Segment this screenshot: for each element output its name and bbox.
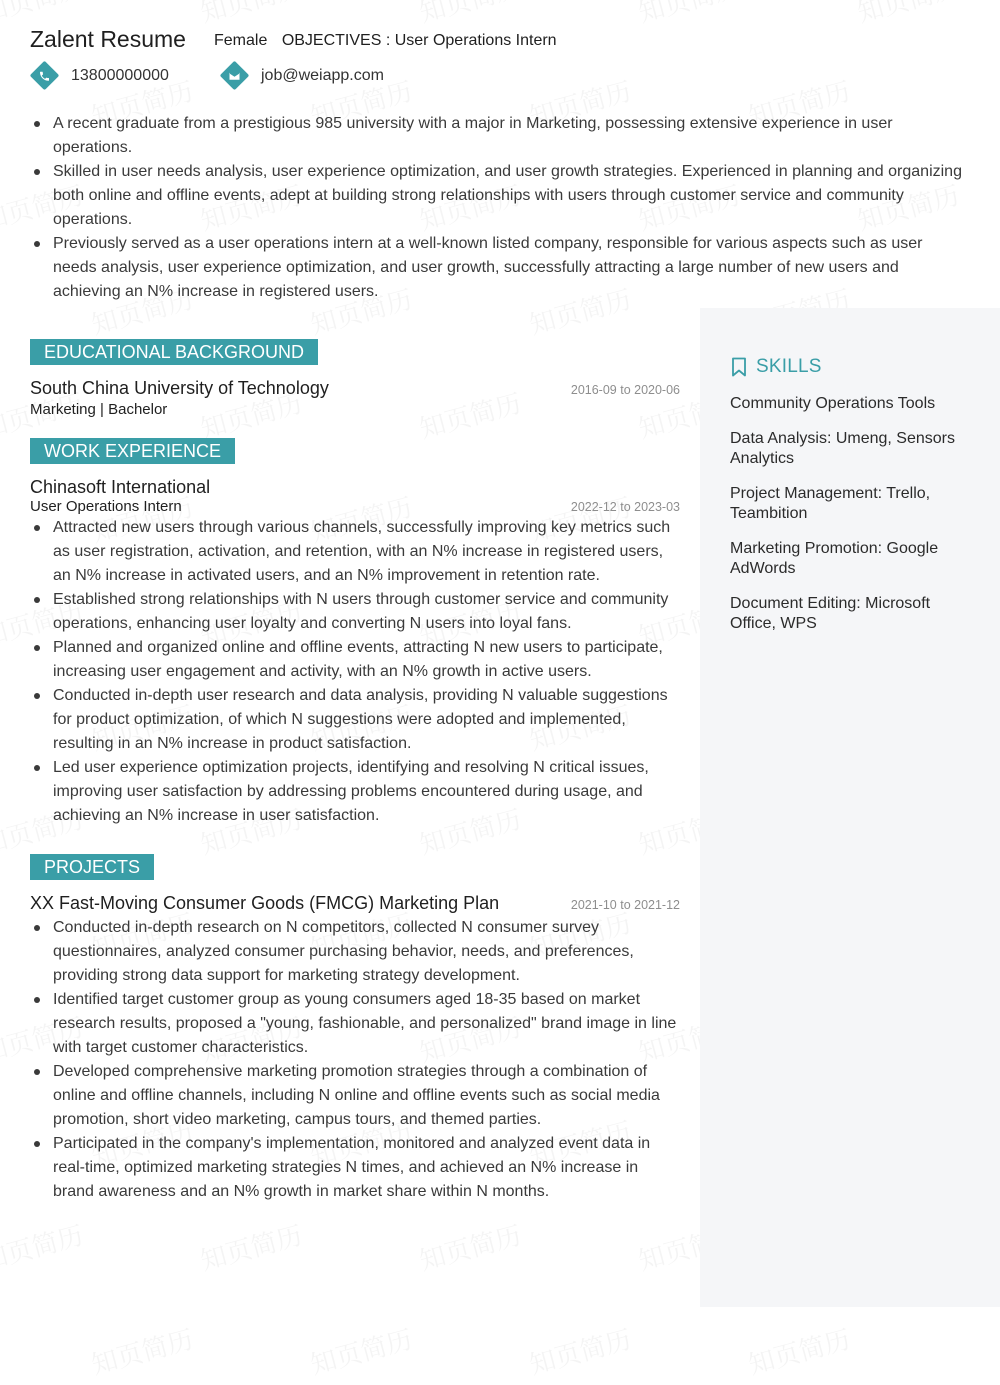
work-bullet: Planned and organized online and offline events, attracting N new users to participate, increasing user engagement and activity, with an N% growth in active users. bbox=[30, 636, 680, 684]
work-bullets bbox=[30, 516, 680, 828]
objective: OBJECTIVES : User Operations Intern bbox=[281, 32, 557, 49]
education-dates: 2016-09 to 2020-06 bbox=[570, 383, 680, 397]
education-row bbox=[30, 378, 680, 399]
main-column bbox=[30, 339, 680, 1204]
project-title: XX Fast-Moving Consumer Goods (FMCG) Marketing Plan bbox=[30, 893, 500, 913]
summary-item: Skilled in user needs analysis, user experience optimization, and user growth strategies. Experienced in planning and organizing both online and offline events, adept at building strong relationships with users through customer service and community operations. bbox=[30, 160, 970, 232]
skills-list bbox=[730, 394, 980, 649]
work-role-row bbox=[30, 498, 680, 515]
skill-item: Community Operations Tools bbox=[730, 395, 936, 412]
phone-number: 13800000000 bbox=[71, 66, 169, 84]
project-bullet: Participated in the company's implementation, monitored and analyzed event data in real-time, optimized marketing strategies N times, and achieved an N% increase in brand awareness and an N% growth in market share within N months. bbox=[30, 1132, 680, 1204]
project-bullet: Identified target customer group as young consumers aged 18-35 based on market research results, proposed a "young, fashionable, and personalized" brand image in line with target customer characteristics. bbox=[30, 988, 680, 1060]
phone-contact bbox=[30, 65, 169, 86]
bookmark-icon bbox=[730, 357, 748, 377]
phone-icon bbox=[30, 61, 60, 91]
skills-sidebar bbox=[700, 308, 1000, 1307]
work-bullet: Conducted in-depth user research and data analysis, providing N valuable suggestions for product optimization, of which N suggestions were adopted and implemented, resulting in an N% increase in product satisfaction. bbox=[30, 684, 680, 756]
education-heading: EDUCATIONAL BACKGROUND bbox=[30, 339, 318, 365]
email-icon bbox=[220, 61, 250, 91]
school-name: South China University of Technology bbox=[30, 378, 329, 398]
candidate-meta bbox=[214, 32, 557, 50]
summary-item: Previously served as a user operations intern at a well-known listed company, responsible for various aspects such as user needs analysis, user experience optimization, and user growth, successfully attracting a large number of new users and achieving an N% increase in registered users. bbox=[30, 232, 970, 304]
skill-item: Marketing Promotion: Google AdWords bbox=[730, 540, 939, 577]
projects-heading: PROJECTS bbox=[30, 854, 154, 880]
skills-heading bbox=[730, 356, 822, 378]
project-bullets bbox=[30, 916, 680, 1204]
skill-item: Document Editing: Microsoft Office, WPS bbox=[730, 595, 931, 632]
skill-item: Data Analysis: Umeng, Sensors Analytics bbox=[730, 430, 955, 467]
project-bullet: Conducted in-depth research on N competitors, collected N consumer survey questionnaires, analyzed consumer purchasing behavior, needs, and preferences, providing strong data support for marketing strategy development. bbox=[30, 916, 680, 988]
skill-item: Project Management: Trello, Teambition bbox=[730, 485, 931, 522]
skills-title: SKILLS bbox=[756, 356, 822, 377]
education-major: Marketing | Bachelor bbox=[30, 401, 168, 418]
project-bullet: Developed comprehensive marketing promotion strategies through a combination of online and offline channels, including N online and offline events such as social media promotion, short video marketing, campus tours, and themed parties. bbox=[30, 1060, 680, 1132]
work-role: User Operations Intern bbox=[30, 498, 182, 515]
work-bullet: Led user experience optimization projects, identifying and resolving N critical issues, improving user satisfaction by addressing problems encountered during usage, and achieving an N% increase in user satisfaction. bbox=[30, 756, 680, 828]
company-name: Chinasoft International bbox=[30, 477, 211, 497]
summary-list bbox=[30, 112, 970, 304]
work-dates: 2022-12 to 2023-03 bbox=[570, 500, 680, 514]
candidate-name: Zalent Resume bbox=[30, 26, 186, 52]
work-heading: WORK EXPERIENCE bbox=[30, 438, 235, 464]
project-dates: 2021-10 to 2021-12 bbox=[570, 898, 680, 912]
email-address: job@weiapp.com bbox=[261, 66, 384, 84]
email-contact bbox=[220, 65, 384, 86]
work-bullet: Attracted new users through various channels, successfully improving key metrics such as user registration, activation, and retention, with an N% increase in registered users, an N% increase in activated users, and an N% improvement in retention rate. bbox=[30, 516, 680, 588]
summary-item: A recent graduate from a prestigious 985 university with a major in Marketing, possessing extensive experience in user operations. bbox=[30, 112, 970, 160]
work-bullet: Established strong relationships with N users through customer service and community operations, enhancing user loyalty and converting N users into loyal fans. bbox=[30, 588, 680, 636]
gender: Female bbox=[214, 32, 268, 49]
project-row bbox=[30, 893, 680, 914]
